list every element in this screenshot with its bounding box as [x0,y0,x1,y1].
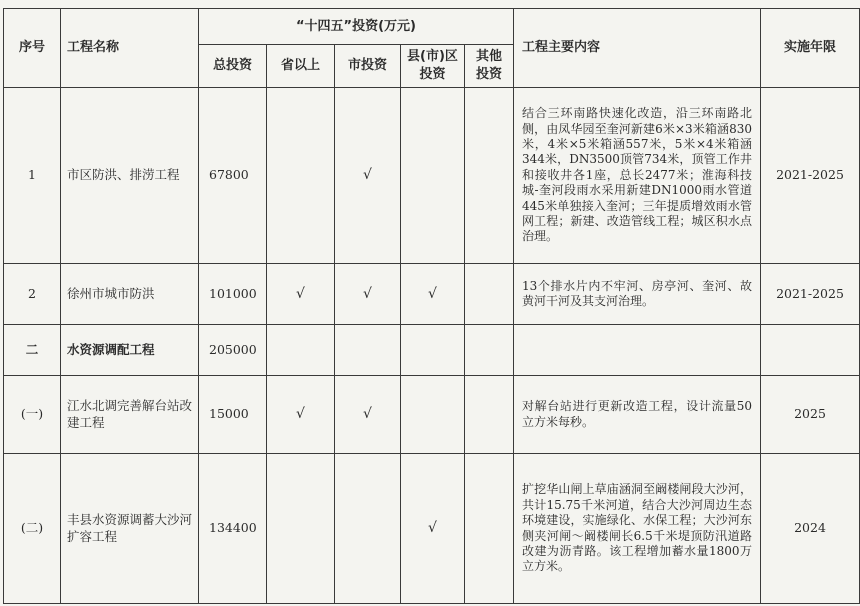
row-province [267,325,335,376]
table-row [4,376,860,454]
row-content: 13个排水片内不牢河、房亭河、奎河、故黄河干河及其支河治理。 [514,264,761,325]
row-years: 2025 [761,376,860,454]
row-county: √ [401,454,465,604]
row-total: 15000 [199,376,267,454]
row-city [335,325,401,376]
header-name: 工程名称 [61,9,199,88]
row-other [465,88,514,264]
row-content [514,325,761,376]
row-city: √ [335,264,401,325]
row-city: √ [335,376,401,454]
header-city: 市投资 [335,45,401,88]
row-province [267,454,335,604]
header-content: 工程主要内容 [514,9,761,88]
row-content: 结合三环南路快速化改造，沿三环南路北侧，由凤华园至奎河新建6米×3米箱涵830米，4米×5米箱涵557米，5米×4米箱涵344米，DN3500顶管734米，顶管工作井和接收井各1座，总长2477米；淮海科技城-奎河段雨水采用新建DN1000雨水管道445米单独接入奎河；三年提质增效雨水管网工程；新建、改造管线工程；城区积水点治理。 [514,88,761,264]
row-name: 市区防洪、排涝工程 [61,88,199,264]
row-county [401,376,465,454]
row-other [465,325,514,376]
row-seq: 2 [4,264,61,325]
table-row [4,325,860,376]
row-years [761,325,860,376]
row-province: √ [267,264,335,325]
row-other [465,454,514,604]
row-years: 2021-2025 [761,264,860,325]
investment-table [3,8,860,604]
row-name: 丰县水资源调蓄大沙河扩容工程 [61,454,199,604]
row-seq: (一) [4,376,61,454]
row-total: 134400 [199,454,267,604]
table-row [4,454,860,604]
row-name: 江水北调完善解台站改建工程 [61,376,199,454]
row-other [465,264,514,325]
row-years: 2021-2025 [761,88,860,264]
header-row-1 [4,9,860,45]
row-county [401,88,465,264]
row-years: 2024 [761,454,860,604]
row-county: √ [401,264,465,325]
row-content: 对解台站进行更新改造工程，设计流量50立方米每秒。 [514,376,761,454]
row-total: 205000 [199,325,267,376]
table-row [4,264,860,325]
row-city: √ [335,88,401,264]
header-province: 省以上 [267,45,335,88]
row-other [465,376,514,454]
header-county: 县(市)区投资 [401,45,465,88]
row-seq: 1 [4,88,61,264]
row-name: 徐州市城市防洪 [61,264,199,325]
row-seq: (二) [4,454,61,604]
row-total: 101000 [199,264,267,325]
row-name: 水资源调配工程 [61,325,199,376]
header-seq: 序号 [4,9,61,88]
row-province [267,88,335,264]
row-total: 67800 [199,88,267,264]
row-city [335,454,401,604]
row-seq: 二 [4,325,61,376]
header-years: 实施年限 [761,9,860,88]
row-province: √ [267,376,335,454]
row-content: 扩挖华山闸上草庙涵洞至阚楼闸段大沙河，共计15.75千米河道，结合大沙河周边生态环境建设，实施绿化、水保工程；大沙河东侧夹河闸～阚楼闸长6.5千米堤顶防汛道路改建为沥青路。该工程增加蓄水量1800万立方米。 [514,454,761,604]
header-total: 总投资 [199,45,267,88]
header-investment-group: “十四五”投资(万元) [199,9,514,45]
header-other: 其他投资 [465,45,514,88]
row-county [401,325,465,376]
table-row [4,88,860,264]
